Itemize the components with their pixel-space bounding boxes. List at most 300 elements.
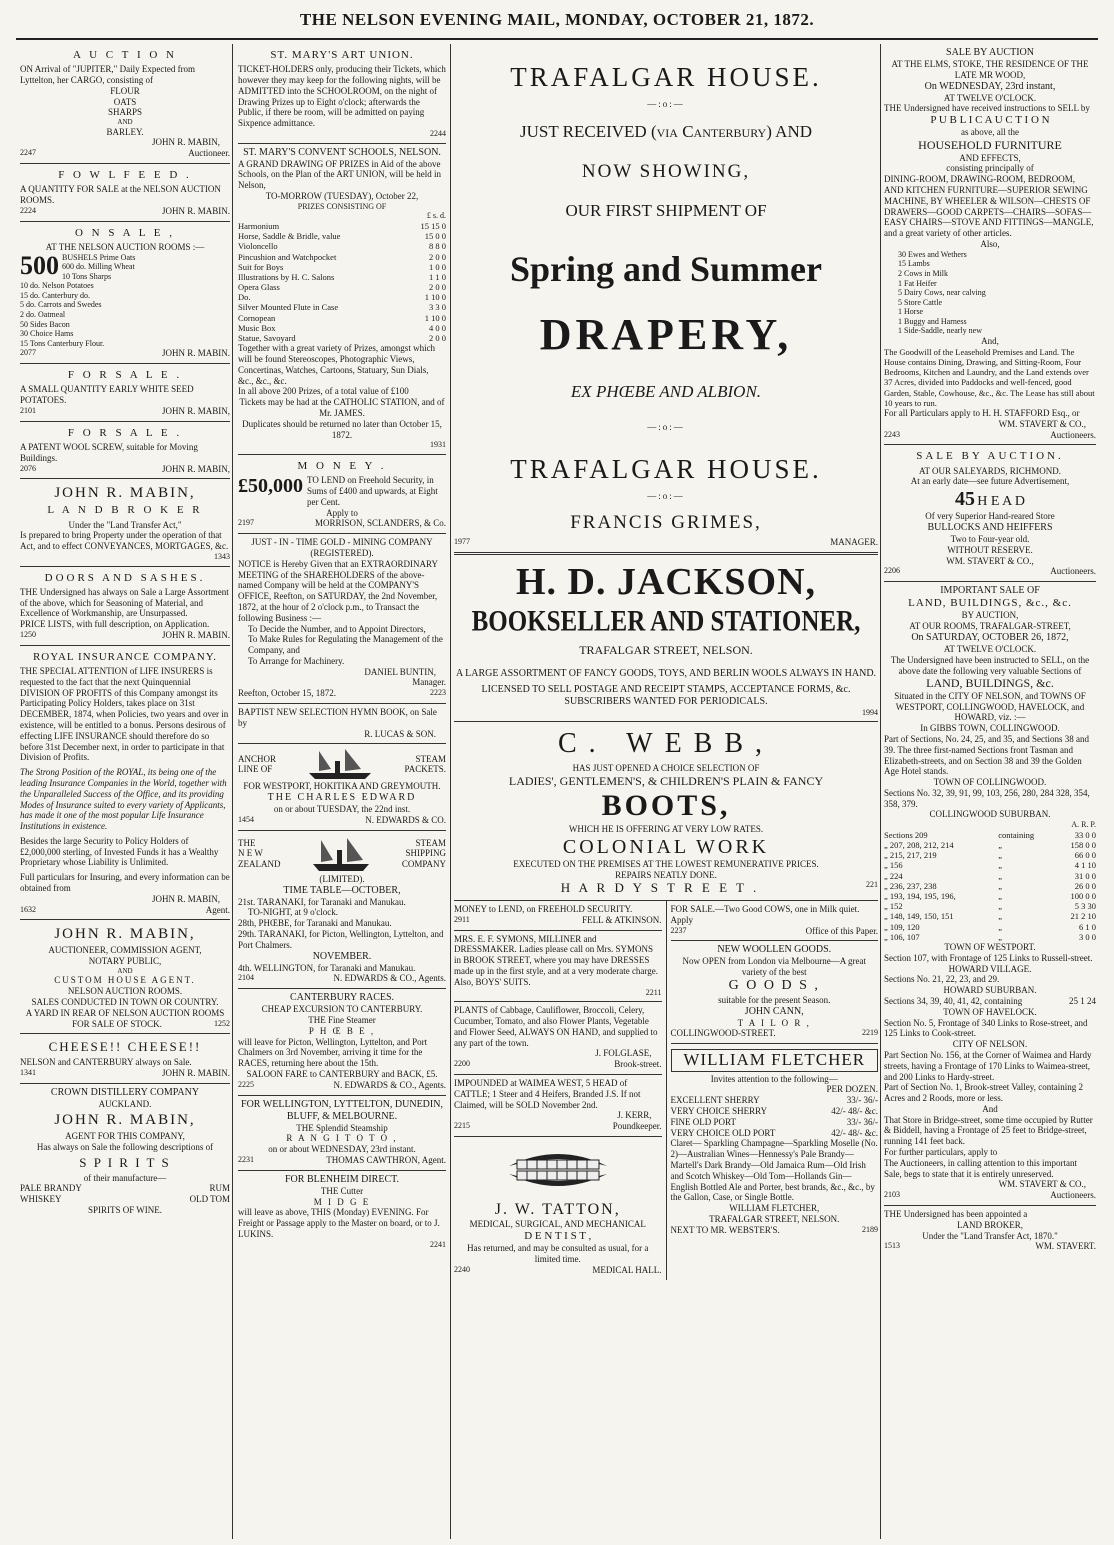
ad-date: On WEDNESDAY, 23rd instant, bbox=[924, 80, 1056, 92]
prize-value: 2 0 0 bbox=[429, 333, 446, 343]
table-row bbox=[884, 911, 1096, 921]
ad-line: THE Fine Steamer bbox=[308, 1015, 376, 1026]
containing-cell: „ bbox=[998, 880, 1003, 891]
ad-headline: LAND BROKER, bbox=[956, 1219, 1023, 1230]
section-cell: „ 236, 237, 238 bbox=[884, 880, 937, 891]
ad-number: 221 bbox=[866, 880, 878, 890]
section-cell: „ 152 bbox=[884, 901, 903, 912]
ad-body: HAS JUST OPENED A CHOICE SELECTION OF bbox=[572, 762, 760, 773]
section-cell: Sections 209 bbox=[884, 829, 928, 840]
ad-line: ZEALAND bbox=[238, 859, 281, 870]
ad-number: 2223 bbox=[430, 688, 446, 698]
table-header: A. R. P. bbox=[1071, 820, 1096, 830]
list-item: BUSHELS Prime Oats bbox=[62, 252, 136, 262]
ad-subheading: AT THE NELSON AUCTION ROOMS :— bbox=[45, 241, 205, 252]
timetable-entry: 4th. WELLINGTON, for Taranaki and Manukau. bbox=[238, 962, 416, 973]
ad-number: 2200 bbox=[454, 1059, 470, 1069]
ad-symons bbox=[454, 931, 662, 1003]
ad-body: Has returned, and may be consulted as usual, for a limited time. bbox=[467, 1243, 649, 1264]
ad-body: LICENSED TO SELL POSTAGE AND RECEIPT STAMPS, ACCEPTANCE FORMS, &c. SUBSCRIBERS WANTED FOR PERIODICALS. bbox=[481, 683, 851, 707]
prize-name: Music Box bbox=[238, 322, 276, 333]
area-cell: 4 1 10 bbox=[1074, 860, 1096, 871]
ad-signature: J. FOLGLASE, bbox=[595, 1048, 652, 1059]
ad-line: And bbox=[982, 1103, 998, 1114]
ad-subheading: TOWN OF HAVELOCK. bbox=[943, 1006, 1037, 1017]
containing-cell: „ bbox=[998, 850, 1003, 861]
ad-line: BULLOCKS AND HEIFFERS bbox=[927, 521, 1053, 533]
ad-subheading: AUCKLAND. bbox=[98, 1098, 152, 1109]
ad-name: JOHN R. MABIN, bbox=[54, 1112, 196, 1129]
ad-line: of their manufacture— bbox=[83, 1172, 167, 1183]
prize-row bbox=[238, 333, 446, 343]
ad-signature: R. LUCAS & SON. bbox=[364, 728, 436, 739]
ad-line: T A I L O R , bbox=[737, 1017, 811, 1028]
containing-cell: „ bbox=[998, 870, 1003, 881]
ad-auction-jupiter bbox=[20, 44, 230, 164]
wine-price: 33/- 36/- bbox=[846, 1095, 878, 1106]
ad-body: FOR SALE.—Two Good COWS, one in Milk quiet. Apply bbox=[670, 904, 860, 925]
section-cell: „ 106, 107 bbox=[884, 931, 920, 942]
column-rule bbox=[450, 44, 451, 1539]
ad-line: P U B L I C A U C T I O N bbox=[930, 114, 1050, 127]
ad-subheading: COLONIAL WORK bbox=[562, 835, 770, 858]
ad-time: AT TWELVE O'CLOCK. bbox=[943, 92, 1037, 103]
area-cell: 66 0 0 bbox=[1074, 850, 1096, 861]
list-item: 30 Choice Hams bbox=[20, 329, 74, 339]
ad-heading: J. W. TATTON, bbox=[494, 1201, 621, 1218]
masthead bbox=[0, 0, 1114, 40]
ad-art-union bbox=[238, 44, 446, 144]
ad-number: 2076 bbox=[20, 463, 36, 473]
ad-subheading: OUR FIRST SHIPMENT OF bbox=[565, 201, 767, 221]
ad-line: AUCTIONEER, COMMISSION AGENT, bbox=[48, 945, 202, 956]
ad-heading: SALE BY AUCTION. bbox=[916, 450, 1064, 463]
containing-cell: „ bbox=[998, 911, 1003, 922]
ad-line: Also, bbox=[980, 238, 1000, 249]
separator: —:o:— bbox=[647, 422, 685, 433]
ad-hd-jackson bbox=[454, 555, 878, 723]
ad-line: SALOON FARE to CANTERBURY and BACK, £5. bbox=[246, 1069, 438, 1080]
ad-body: WHICH HE IS OFFERING AT VERY LOW RATES. bbox=[568, 824, 764, 835]
ad-line: on or about WEDNESDAY, 23rd instant. bbox=[268, 1144, 416, 1155]
list-item: 2 do. Oatmeal bbox=[20, 310, 66, 320]
ad-line: (LIMITED). bbox=[319, 873, 365, 884]
ad-number: 2241 bbox=[430, 1239, 446, 1249]
section-cell: „ 193, 194, 195, 196, bbox=[884, 891, 956, 901]
teeth-icon bbox=[503, 1146, 613, 1194]
ad-role: Agent. bbox=[205, 904, 230, 915]
ad-number: 2911 bbox=[454, 914, 470, 924]
ad-body: THE SPECIAL ATTENTION of LIFE INSURERS is requested to the fact that the next Quinquennial DIVISION OF PROFITS of this Company amongst its Participating Policy Holders, takes place on 31st DECEMBER, 1874, when Policies, two years and over in existence, will be entitled to a bonus. Persons desirous of effecting LIFE INSURANCE should therefore do so before 31st December next, in order to participate in that Division of Profits. bbox=[20, 665, 229, 763]
ad-trafalgar-house bbox=[454, 44, 878, 555]
ad-anchor-line bbox=[238, 744, 446, 830]
ad-stavert-land-broker bbox=[884, 1206, 1096, 1256]
prize-name: Violoncello bbox=[238, 241, 278, 252]
list-item: PALE BRANDY bbox=[20, 1183, 82, 1194]
list-item: To Make Rules for Regulating the Management of the Company, and bbox=[248, 634, 443, 656]
ad-signature: N. EDWARDS & CO. bbox=[365, 815, 446, 826]
column-3-subcolumns bbox=[454, 901, 878, 1280]
ad-mabin-agent bbox=[20, 920, 230, 1034]
prize-name: Horse, Saddle & Bridle, value bbox=[238, 231, 341, 242]
prize-value: 15 0 0 bbox=[424, 231, 446, 242]
list-item: 15 Tons Canterbury Flour. bbox=[20, 338, 105, 348]
ad-line: MEDICAL, SURGICAL, AND MECHANICAL bbox=[469, 1219, 646, 1230]
ad-subheading: COLLINGWOOD SUBURBAN. bbox=[929, 809, 1051, 820]
ad-line: A YARD IN REAR OF NELSON AUCTION ROOMS bbox=[25, 1007, 225, 1018]
ad-body: Claret— Sparkling Champagne—Sparkling Moselle (No. 2)—Australian Wines—Hennessy's Pale Brandy—Martell's Dark Brandy—Old Jamaica Rum—Old Irish and Scotch Whiskey—Old Tom—Hollands Gin—English Bottled Ale and Porter, best brands, &c., &c., by the Gallon, Case, or Single Bottle. bbox=[670, 1138, 878, 1203]
ad-body: That Store in Bridge-street, some time occupied by Rutter & Biddell, having a Frontage of 25 feet to Bridge-street, running 141 feet back. bbox=[884, 1114, 1093, 1147]
list-item: OLD TOM bbox=[189, 1194, 230, 1205]
ad-line: AGENT FOR THIS COMPANY, bbox=[65, 1131, 185, 1142]
ad-number: 2197 bbox=[238, 518, 254, 528]
prize-row bbox=[238, 323, 446, 333]
ad-signature: N. EDWARDS & CO., Agents. bbox=[333, 1079, 446, 1090]
ad-sale-the-elms bbox=[884, 44, 1096, 445]
wine-list bbox=[671, 1095, 879, 1138]
prize-value: 4 0 0 bbox=[429, 322, 446, 333]
separator: —:o:— bbox=[647, 491, 685, 502]
list-item: 5 Dairy Cows, near calving bbox=[898, 288, 986, 298]
list-item: RUM bbox=[209, 1183, 230, 1194]
ad-body: Has always on Sale the following descriptions of bbox=[36, 1142, 214, 1153]
ad-heading: JOHN R. MABIN, bbox=[54, 485, 196, 502]
ad-subheading: AT OUR ROOMS, TRAFALGAR-STREET, bbox=[909, 621, 1071, 632]
prize-name: Silver Mounted Flute in Case bbox=[238, 302, 339, 313]
ad-role: Auctioneers. bbox=[1050, 1190, 1096, 1201]
column-1 bbox=[20, 44, 230, 1539]
ad-headline: LAND, BUILDINGS, &c. bbox=[926, 676, 1054, 691]
ad-place: Brook-street. bbox=[614, 1059, 662, 1070]
ad-subheading: BOOKSELLER AND STATIONER, bbox=[471, 605, 861, 638]
ad-subheading: HOWARD SUBURBAN. bbox=[943, 985, 1037, 996]
ad-number: 2211 bbox=[645, 987, 662, 997]
ad-heading: ROYAL INSURANCE COMPANY. bbox=[32, 650, 218, 663]
subcolumn-right bbox=[667, 901, 879, 1280]
ad-heading: A U C T I O N bbox=[73, 49, 177, 61]
ad-address: H A R D Y S T R E E T . bbox=[560, 880, 760, 896]
list-item: 1 Buggy and Harness bbox=[898, 316, 967, 326]
area-cell: 31 0 0 bbox=[1074, 870, 1096, 881]
ad-subheading: JUST RECEIVED (via Canterbury) AND bbox=[519, 122, 813, 142]
ad-line: SALES CONDUCTED IN TOWN OR COUNTRY. bbox=[31, 997, 219, 1008]
ad-big-number: 500 bbox=[20, 252, 59, 280]
ad-line: And, bbox=[981, 336, 999, 347]
ad-body: In all above 200 Prizes, of a total value of £100 bbox=[238, 386, 409, 397]
anchor-right bbox=[405, 754, 446, 776]
ad-line: Apply to bbox=[326, 507, 358, 518]
wine-price: 42/- 48/- &c. bbox=[831, 1127, 878, 1138]
ad-body: The Strong Position of the ROYAL, its being one of the leading Insurance Companies in the World, together with the Unparalleled Success of the Office, and its providing Modes of Insurance suited to every variety of Applicants, has made it one of the most popular Life Insurance Institutions in existence. bbox=[20, 767, 227, 832]
ad-heading: F O W L F E E D . bbox=[58, 168, 192, 181]
ship-name: M I D G E bbox=[313, 1196, 371, 1207]
ad-gold-mining bbox=[238, 534, 446, 704]
ad-number: 2104 bbox=[238, 973, 254, 983]
prize-row bbox=[238, 282, 446, 292]
ad-heading: H. D. JACKSON, bbox=[515, 560, 817, 603]
prize-value: 8 8 0 bbox=[429, 241, 446, 252]
ad-heading: F O R S A L E . bbox=[67, 369, 183, 382]
area-cell: 100 0 0 bbox=[1070, 891, 1096, 901]
ad-subline: Under the "Land Transfer Act," bbox=[68, 519, 182, 530]
ad-body: Section No. 5, Frontage of 340 Links to Rose-street, and 125 Links to Cook-street. bbox=[884, 1017, 1088, 1039]
ad-signature: FELL & ATKINSON. bbox=[582, 914, 662, 925]
list-item: AND bbox=[117, 118, 133, 127]
section-cell: „ 109, 120 bbox=[884, 921, 920, 932]
ad-body: Together with a great variety of Prizes, amongst which will be found Stereoscopes, Photographic Views, Concertinas, Watches, Cartoons, Statuary, Sun Dials, &c., &c., &c. bbox=[238, 343, 436, 386]
ad-number: 1341 bbox=[20, 1067, 36, 1077]
prize-name: Statue, Savoyard bbox=[238, 333, 296, 343]
ad-role: MANAGER. bbox=[830, 536, 878, 547]
ad-body: Full particulars for Insuring, and every information can be obtained from bbox=[20, 872, 230, 894]
ad-fowl-feed bbox=[20, 164, 230, 222]
ad-address: TRAFALGAR STREET, NELSON. bbox=[579, 643, 753, 658]
ad-signature: WM. STAVERT & CO., bbox=[998, 1179, 1086, 1190]
ad-heading: FOR WELLINGTON, LYTTELTON, DUNEDIN, BLUFF, & MELBOURNE. bbox=[241, 1098, 443, 1122]
ad-plants bbox=[454, 1002, 662, 1075]
ad-headline: HOUSEHOLD FURNITURE bbox=[918, 138, 1062, 153]
ad-number: 2219 bbox=[862, 1028, 878, 1038]
area-cell: 3 0 0 bbox=[1079, 931, 1096, 942]
ad-number: 1931 bbox=[430, 440, 446, 450]
prize-row bbox=[238, 221, 446, 231]
ad-heading: SALE BY AUCTION bbox=[946, 47, 1034, 58]
ad-body: will leave for Picton, Wellington, Lyttelton, and Port Chalmers on 3rd November, arriving it time for the RACES, returning here about the 15th. bbox=[238, 1036, 428, 1069]
ad-rangitoto bbox=[238, 1096, 446, 1171]
ad-body: NOTICE is Hereby Given that an EXTRAORDINARY MEETING of the SHAREHOLDERS of the above-named Company will be held at the COMPANY'S OFFICE, Reefton, on SATURDAY, the 2nd November, 1872, at the hour of 2 o'clock p.m., to Transact the following Business :— bbox=[238, 558, 438, 623]
prize-value: 2 0 0 bbox=[429, 282, 446, 293]
table-row bbox=[884, 932, 1096, 942]
ad-line: CUSTOM HOUSE AGENT. bbox=[54, 975, 196, 986]
ad-line: Two to Four-year old. bbox=[950, 533, 1030, 544]
ad-william-fletcher bbox=[671, 1044, 879, 1239]
ad-number: 1994 bbox=[862, 707, 878, 717]
area-cell: 5 3 30 bbox=[1074, 901, 1096, 912]
list-item: SHARPS bbox=[107, 107, 143, 118]
prize-row bbox=[238, 313, 446, 323]
section-cell: „ 215, 217, 219 bbox=[884, 850, 937, 861]
ad-body: THE Undersigned has always on Sale a Large Assortment of the above, which for Seasoning of Material, and Excellence of Workmanship, are Unsurpassed. bbox=[20, 586, 229, 619]
ad-body: Besides the large Security to Policy Holders of £2,000,000 sterling, of Invested Funds it has a Wealthy Proprietary whose Liability is Unlimited. bbox=[20, 835, 219, 868]
timetable-entry: 29th. TARANAKI, for Picton, Wellington, Lyttelton, and Port Chalmers. bbox=[238, 929, 444, 950]
prize-value: 3 3 0 bbox=[429, 302, 446, 313]
ad-heading: NEW WOOLLEN GOODS. bbox=[717, 944, 832, 956]
ad-subheading: TIME TABLE—OCTOBER, bbox=[283, 884, 401, 896]
table-row bbox=[884, 840, 1096, 850]
section-cell: „ 156 bbox=[884, 860, 903, 871]
list-item: 1 Fat Heifer bbox=[898, 278, 937, 288]
list-item: 10 do. Nelson Potatoes bbox=[20, 281, 94, 291]
ad-royal-insurance bbox=[20, 646, 230, 921]
ad-role: Auctioneers. bbox=[1050, 566, 1096, 577]
ad-heading: FOR BLENHEIM DIRECT. bbox=[285, 1173, 399, 1185]
ad-number: 1977 bbox=[454, 536, 470, 546]
ad-convent-schools bbox=[238, 144, 446, 455]
ad-signature: WM. STAVERT. bbox=[1035, 1241, 1096, 1252]
prize-value: 1 10 0 bbox=[424, 292, 446, 303]
ad-address: COLLINGWOOD-STREET. bbox=[670, 1028, 776, 1039]
ad-body: will leave as above, THIS (Monday) EVENING. For Freight or Passage apply to the Master on board, or to J. LUKINS. bbox=[238, 1207, 440, 1239]
ad-doors-sashes bbox=[20, 567, 230, 646]
containing-cell: „ bbox=[998, 931, 1003, 942]
ad-area: 25 1 24 bbox=[1069, 995, 1096, 1006]
ad-time: AT TWELVE O'CLOCK. bbox=[943, 643, 1037, 654]
ad-number: 1454 bbox=[238, 815, 254, 825]
ad-number: 2237 bbox=[670, 925, 687, 935]
ad-line: AND EFFECTS, bbox=[959, 152, 1021, 163]
ad-cheese bbox=[20, 1034, 230, 1083]
ad-line: THE bbox=[238, 837, 256, 848]
ad-heading: CROWN DISTILLERY COMPANY bbox=[50, 1086, 200, 1098]
ad-signature: JOHN R. MABIN. bbox=[161, 629, 230, 640]
list-item: WHISKEY bbox=[20, 1194, 62, 1205]
ad-body: A PATENT WOOL SCREW, suitable for Moving Buildings. bbox=[20, 442, 198, 463]
ad-number: 2103 bbox=[884, 1190, 900, 1200]
ad-line: NOTARY PUBLIC, bbox=[88, 956, 162, 967]
ad-number: 1632 bbox=[20, 904, 36, 914]
table-row bbox=[884, 922, 1096, 932]
ad-body: A QUANTITY FOR SALE at the NELSON AUCTION ROOMS. bbox=[20, 184, 221, 205]
ad-line: STEAM bbox=[415, 837, 446, 848]
prize-row bbox=[238, 262, 446, 272]
ad-signature: JOHN R. MABIN, bbox=[151, 137, 220, 148]
table-row bbox=[884, 891, 1096, 901]
ad-heading: JUST - IN - TIME GOLD - MINING COMPANY (REGISTERED). bbox=[251, 537, 433, 558]
timetable-entry: 21st. TARANAKI, for Taranaki and Manukau. bbox=[238, 896, 406, 907]
ad-address: TRAFALGAR STREET, NELSON. bbox=[709, 1213, 840, 1224]
ad-signature: JOHN R. MABIN, bbox=[151, 893, 220, 904]
prize-name: Illustrations by H. C. Salons bbox=[238, 271, 335, 282]
table-row bbox=[884, 850, 1096, 860]
steamship-icon bbox=[305, 747, 375, 781]
ad-body: TICKET-HOLDERS only, producing their Tickets, which however they may keep for the following nights, will be ADMITTED into the SCHOOLROOM, on the night of Drawing Prizes up to Eight o'clock; afterwards the Public, if there be room, will be admitted on paying Sixpence admittance. bbox=[238, 64, 446, 129]
ad-line: NEXT TO MR. WEBSTER'S. bbox=[670, 1224, 780, 1235]
section-cell: „ 224 bbox=[884, 870, 903, 881]
ad-signature: WM. STAVERT & CO., bbox=[998, 418, 1086, 429]
steamship-icon bbox=[309, 834, 373, 874]
subcolumn-left bbox=[454, 901, 667, 1280]
ad-signature: JOHN R. MABIN. bbox=[161, 205, 230, 216]
wine-row bbox=[671, 1117, 879, 1128]
wine-row bbox=[671, 1095, 879, 1106]
ad-subheading: L A N D B R O K E R bbox=[47, 504, 203, 517]
masthead-title: THE NELSON EVENING MAIL, MONDAY, OCTOBER 21, 1872. bbox=[299, 10, 815, 29]
ad-big-amount: £50,000 bbox=[238, 475, 303, 498]
prize-name: Suit for Boys bbox=[238, 261, 284, 272]
ad-blenheim bbox=[238, 1171, 446, 1254]
ad-signature: FRANCIS GRIMES, bbox=[570, 512, 762, 534]
ad-heading: O N S A L E , bbox=[74, 226, 175, 239]
ad-body: FOR WESTPORT, HOKITIKA AND GREYMOUTH. bbox=[243, 781, 441, 792]
ad-signature: THOMAS CAWTHRON, Agent. bbox=[326, 1155, 446, 1165]
containing-cell: „ bbox=[998, 860, 1003, 871]
ad-body: suitable for the present Season. bbox=[718, 994, 831, 1005]
anchor-left bbox=[238, 754, 276, 776]
prize-row bbox=[238, 231, 446, 241]
ad-body: THE Undersigned has been appointed a bbox=[884, 1209, 1028, 1220]
ad-subheading: CITY OF NELSON. bbox=[952, 1039, 1028, 1050]
ship-name: P H Œ B E , bbox=[308, 1025, 376, 1036]
list-item: BARLEY. bbox=[106, 126, 144, 137]
ad-headline: DRAPERY, bbox=[539, 309, 793, 359]
ad-signature: MEDICAL HALL. bbox=[592, 1264, 662, 1275]
list-item: 1 Side-Saddle, nearly new bbox=[898, 326, 982, 336]
ad-body: NELSON and CANTERBURY always on Sale. bbox=[20, 1057, 192, 1068]
ad-body: on or about TUESDAY, the 22nd inst. bbox=[273, 804, 411, 815]
ad-body: Part of Sections, No. 24, 25, and 35, and Sections 38 and 39. The three first-named Sections front Tasman and Elizabeth-streets, and on Section 38 and 39 the Golden Age Hotel stands. bbox=[884, 733, 1089, 777]
ad-number: 1343 bbox=[214, 551, 230, 561]
ad-land-buildings-auction bbox=[884, 582, 1096, 1206]
ad-body: Part of Section No. 1, Brook-street Valley, containing 2 Acres and 2 Roods, more or less. bbox=[884, 1082, 1083, 1104]
ad-headline: H E A D bbox=[977, 494, 1026, 510]
list-item: 5 Store Cattle bbox=[898, 297, 942, 307]
wine-price: 42/- 48/- &c. bbox=[831, 1106, 878, 1117]
ad-wool-screw bbox=[20, 422, 230, 480]
ad-big-number: 45 bbox=[954, 488, 975, 511]
cargo-list bbox=[20, 86, 230, 138]
ad-heading: DOORS AND SASHES. bbox=[44, 571, 206, 584]
ad-line: Under the "Land Transfer Act, 1870." bbox=[922, 1230, 1058, 1241]
ad-body: A SMALL QUANTITY EARLY WHITE SEED POTATOES. bbox=[20, 384, 194, 406]
ad-role: Auctioneer. bbox=[188, 148, 230, 159]
ad-line: STEAM bbox=[415, 753, 446, 764]
list-item: 50 Sides Bacon bbox=[20, 319, 70, 329]
ad-number: 2244 bbox=[430, 128, 446, 138]
stock-list bbox=[884, 250, 1096, 336]
ad-heading: C. WEBB, bbox=[557, 728, 775, 760]
list-item: 10 Tons Sharps bbox=[62, 271, 112, 281]
ad-body: DINING-ROOM, DRAWING-ROOM, BEDROOM, AND KITCHEN FURNITURE—SUPERIOR SEWING MACHINE, BY WHEELER & WILSON—CHESTS OF DRAWERS—GOOD CARPETS—CHAIRS—SOFAS—EASY CHAIRS—STOVE AND FITTINGS—MANGLE, and a great variety of other articles. bbox=[884, 174, 1094, 239]
ad-signature: WM. STAVERT & CO., bbox=[946, 555, 1034, 566]
ad-line: D E N T I S T , bbox=[524, 1229, 592, 1242]
ad-body: MRS. E. F. SYMONS, MILLINER and DRESSMAKER. Ladies please call on Mrs. SYMONS in BROOK STREET, where you may have DRESSES made up in the first style, and at a very moderate charge. Also, BOYS' SUITS. bbox=[454, 933, 659, 987]
prize-row bbox=[238, 292, 446, 302]
ad-line: Of very Superior Hand-reared Store bbox=[925, 511, 1055, 522]
ad-spirits: S P I R I T S bbox=[79, 1155, 171, 1171]
ad-body: Section 107, with Frontage of 125 Links to Russell-street. bbox=[884, 952, 1093, 963]
column-3 bbox=[454, 44, 878, 1539]
ad-line: WITHOUT RESERVE. bbox=[947, 544, 1033, 555]
ad-line: FOR SALE OF STOCK. bbox=[72, 1018, 162, 1029]
prize-value: 1 1 0 bbox=[429, 271, 446, 282]
ad-cows bbox=[671, 901, 879, 941]
list-item: 1 Horse bbox=[898, 307, 924, 317]
ad-body: LADIES', GENTLEMEN'S, & CHILDREN'S PLAIN & FANCY bbox=[508, 773, 824, 788]
ad-subheading: NOW SHOWING, bbox=[581, 160, 751, 182]
table-row bbox=[884, 871, 1096, 881]
ad-seed-potatoes bbox=[20, 364, 230, 422]
prize-value: 15 15 0 bbox=[420, 220, 446, 231]
prize-row bbox=[238, 272, 446, 282]
wine-row bbox=[671, 1106, 879, 1117]
containing-cell: „ bbox=[998, 840, 1003, 851]
area-cell: 33 0 0 bbox=[1074, 829, 1096, 840]
ad-headline: BOOTS, bbox=[601, 789, 731, 823]
ad-heading: TRAFALGAR HOUSE. bbox=[510, 453, 822, 484]
ship-name: THE CHARLES EDWARD bbox=[267, 792, 417, 804]
ad-body: IMPOUNDED at WAIMEA WEST, 5 HEAD of CATTLE; 1 Steer and 4 Heifers, Branded J.S. If not Claimed, will be SOLD November 2nd. bbox=[454, 1078, 641, 1110]
sections-table bbox=[884, 830, 1096, 942]
prize-value: 1 0 0 bbox=[429, 261, 446, 272]
separator: —:o:— bbox=[647, 99, 685, 110]
ad-date: At an early date—see future Advertisement, bbox=[910, 476, 1070, 487]
ad-money bbox=[238, 455, 446, 534]
ad-body: The Goodwill of the Leasehold Premises and Land. The House contains Dining, Drawing, and Sitting-Room, Four Bedrooms, Kitchen and Laundry, and the Land extends over 37 Acres, divided into Paddocks and well-fenced, good Garden, Stable, Cowhouse, &c., &c. The Lease has still about 10 years to run. bbox=[884, 346, 1095, 408]
ad-number: 2077 bbox=[20, 348, 36, 358]
ad-heading: WILLIAM FLETCHER bbox=[671, 1049, 879, 1071]
ad-body: Tickets may be had at the CATHOLIC STATION, and of Mr. JAMES. bbox=[239, 397, 445, 418]
prize-name: Pincushion and Watchpocket bbox=[238, 251, 337, 262]
